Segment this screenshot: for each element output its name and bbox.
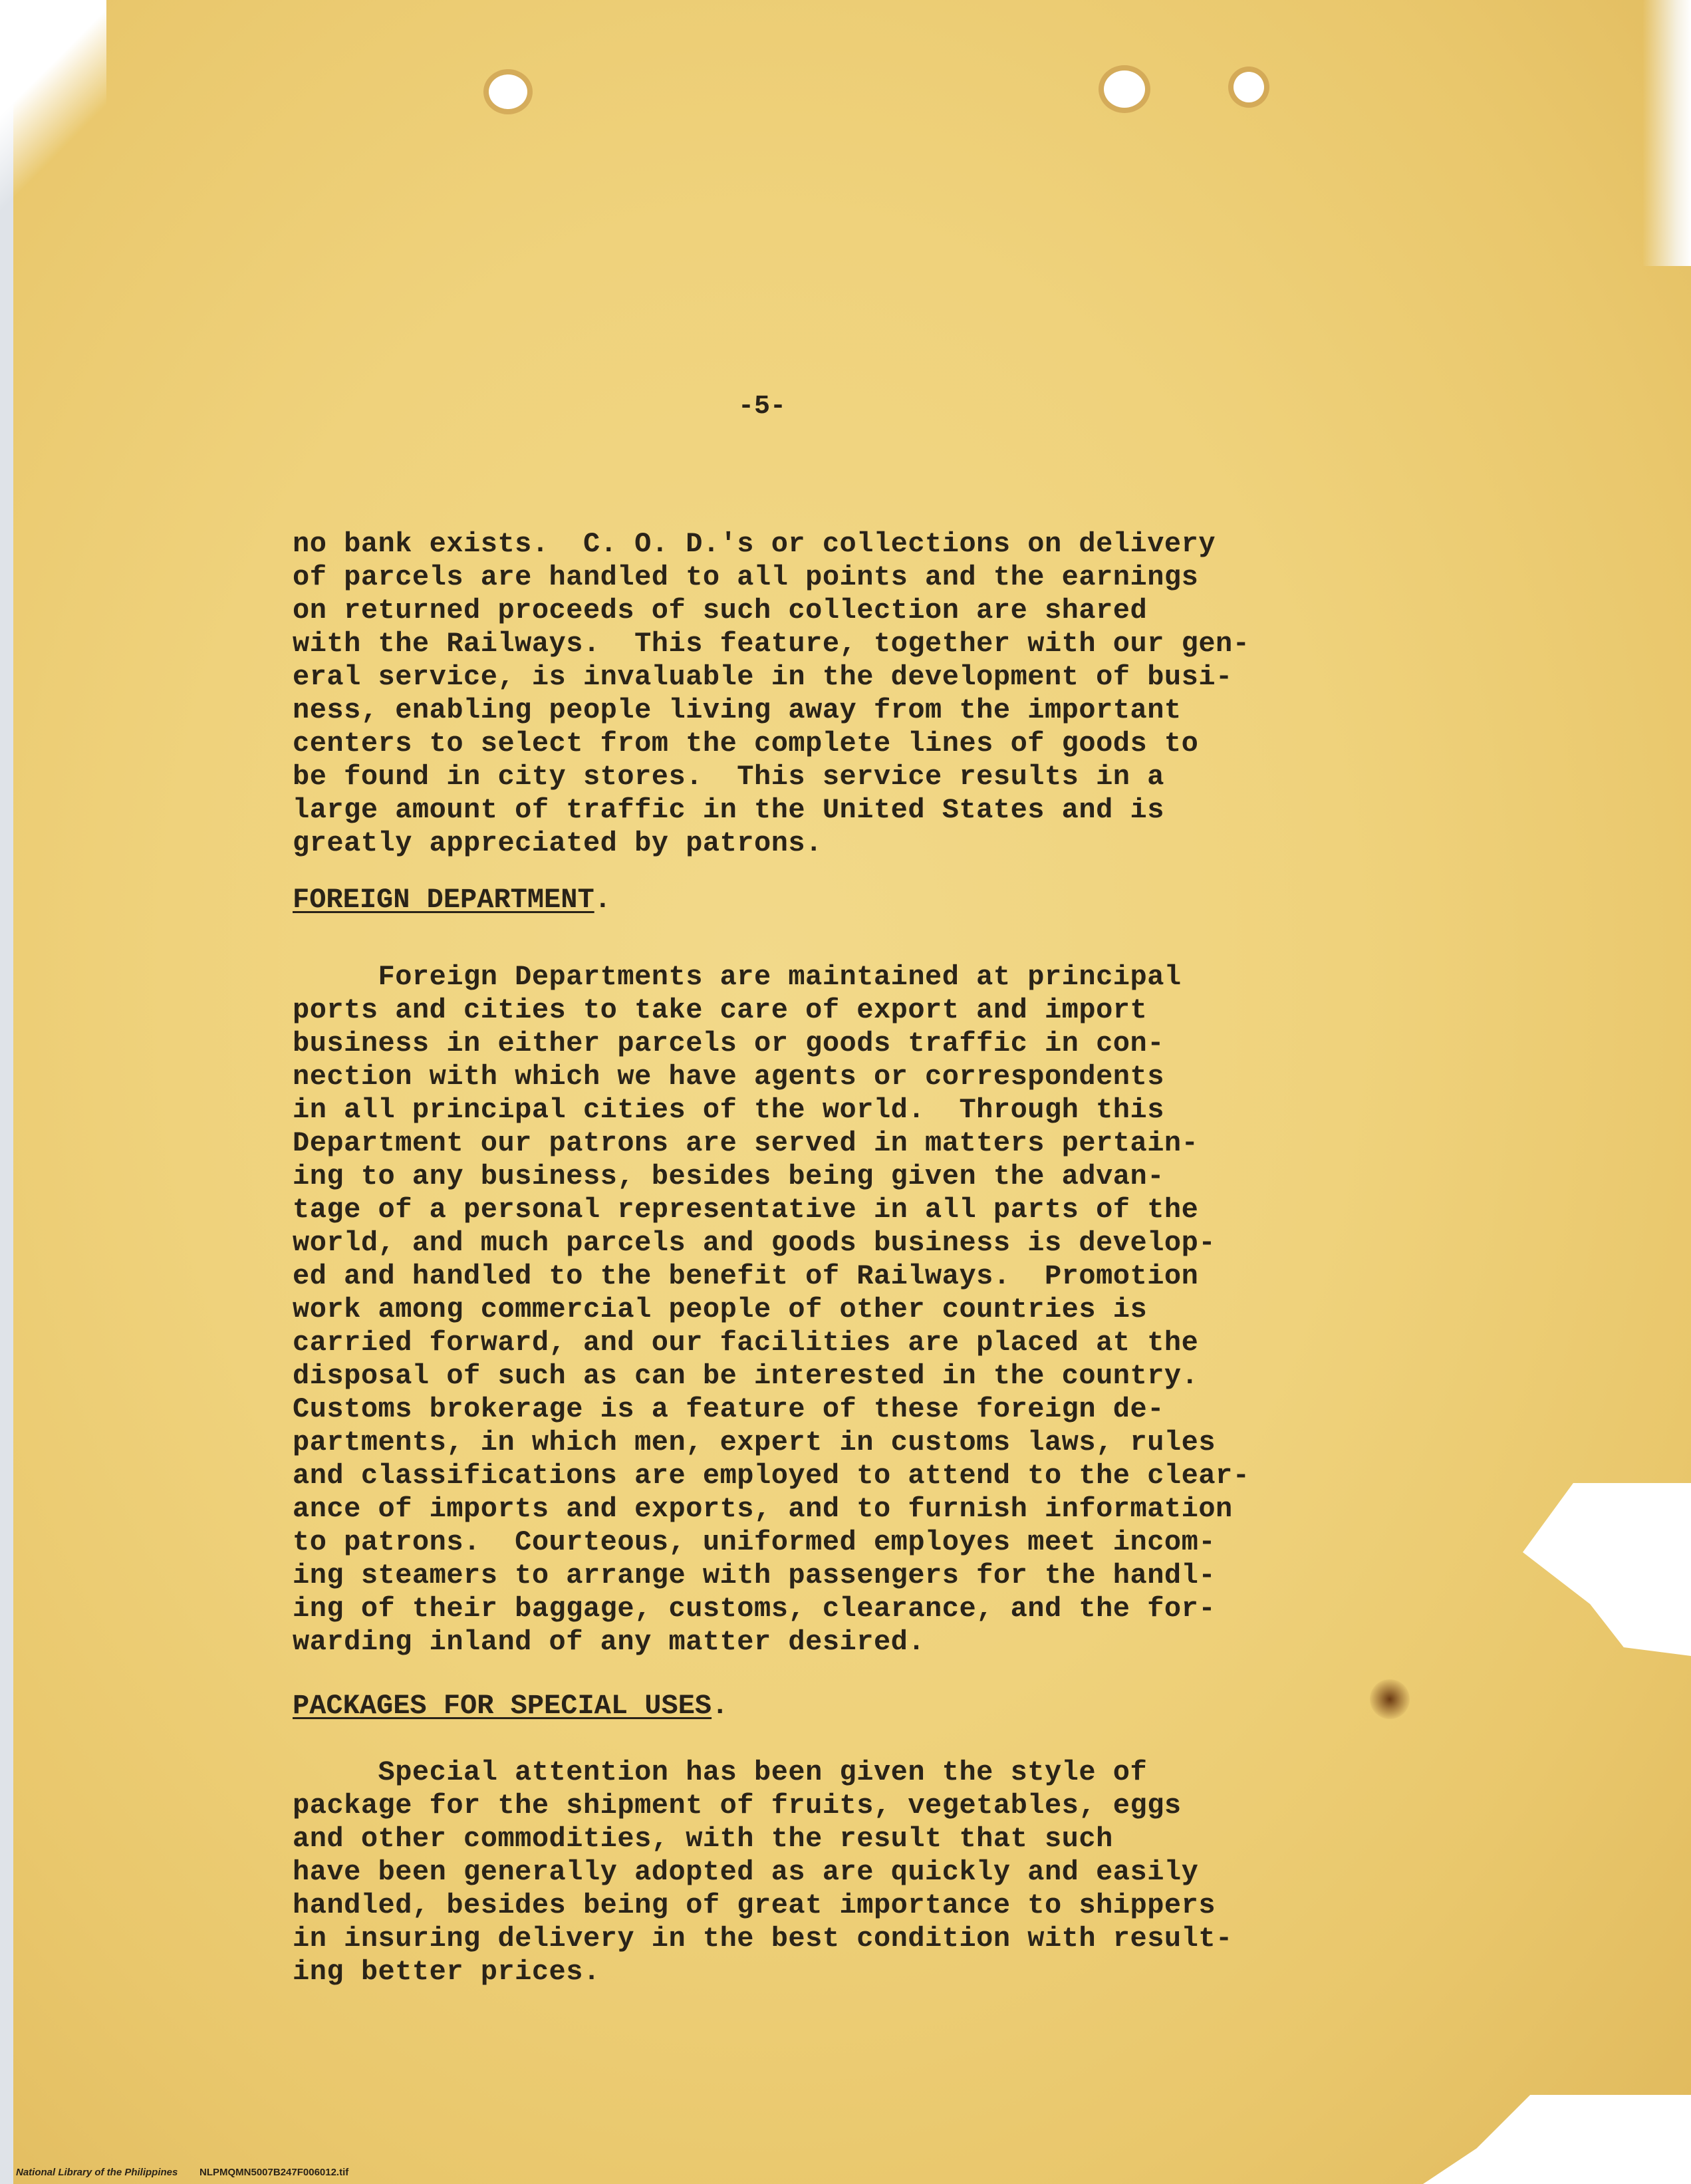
text-line: be found in city stores. This service results in a <box>293 761 1164 793</box>
torn-corner <box>1423 2095 1691 2184</box>
paragraph-continuation <box>293 527 1463 860</box>
text-line: ness, enabling people living away from the important <box>293 694 1182 726</box>
text-line: handled, besides being of great importance to shippers <box>293 1889 1216 1921</box>
text-line: in all principal cities of the world. Through this <box>293 1094 1164 1126</box>
text-line: ing steamers to arrange with passengers for the handl- <box>293 1560 1216 1591</box>
punch-hole <box>489 74 527 109</box>
text-line: nection with which we have agents or correspondents <box>293 1061 1164 1093</box>
torn-edge <box>1523 1483 1691 1656</box>
page-number: -5- <box>738 392 787 422</box>
text-line: of parcels are handled to all points and the earnings <box>293 561 1199 593</box>
text-line: Customs brokerage is a feature of these foreign de- <box>293 1393 1164 1425</box>
text-line: ing to any business, besides being given the advan- <box>293 1160 1164 1192</box>
text-line: Special attention has been given the style of <box>293 1756 1148 1788</box>
text-line: eral service, is invaluable in the development of busi- <box>293 661 1233 693</box>
heading-text: PACKAGES FOR SPECIAL USES <box>293 1690 712 1722</box>
text-line: business in either parcels or goods traffic in con- <box>293 1027 1164 1059</box>
text-line: Foreign Departments are maintained at principal <box>293 961 1182 993</box>
text-line: in insuring delivery in the best condition with result- <box>293 1923 1233 1955</box>
paragraph-foreign-department <box>293 960 1463 1659</box>
footer-filename: NLPMQMN5007B247F006012.tif <box>199 2167 349 2178</box>
text-line: greatly appreciated by patrons. <box>293 827 823 859</box>
text-line: ed and handled to the benefit of Railways. Promotion <box>293 1260 1199 1292</box>
text-line: on returned proceeds of such collection are shared <box>293 595 1148 626</box>
text-line: centers to select from the complete lines of goods to <box>293 728 1199 759</box>
text-line: ports and cities to take care of export and import <box>293 994 1148 1026</box>
text-line: and other commodities, with the result that such <box>293 1823 1113 1855</box>
heading-period: . <box>594 884 611 916</box>
punch-hole <box>1104 70 1145 108</box>
torn-edge <box>1642 0 1691 266</box>
text-line: Department our patrons are served in matters pertain- <box>293 1127 1199 1159</box>
punch-hole <box>1234 72 1264 102</box>
text-line: tage of a personal representative in all parts of the <box>293 1194 1199 1226</box>
text-line: work among commercial people of other countries is <box>293 1294 1148 1325</box>
text-line: disposal of such as can be interested in the country. <box>293 1360 1199 1392</box>
heading-text: FOREIGN DEPARTMENT <box>293 884 594 916</box>
text-line: world, and much parcels and goods business is develop- <box>293 1227 1216 1259</box>
text-line: and classifications are employed to attend to the clear- <box>293 1460 1250 1492</box>
scan-edge <box>0 0 13 2184</box>
text-line: with the Railways. This feature, together with our gen- <box>293 628 1250 660</box>
paragraph-packages <box>293 1756 1463 1988</box>
stain-mark <box>1370 1679 1410 1719</box>
text-line: ance of imports and exports, and to furnish information <box>293 1493 1233 1525</box>
text-line: ing of their baggage, customs, clearance, and the for- <box>293 1593 1216 1625</box>
text-line: partments, in which men, expert in customs laws, rules <box>293 1427 1216 1458</box>
heading-period: . <box>712 1690 729 1722</box>
text-line: large amount of traffic in the United States and is <box>293 794 1164 826</box>
footer-credit: National Library of the Philippines <box>16 2167 178 2178</box>
text-line: carried forward, and our facilities are placed at the <box>293 1327 1199 1359</box>
text-line: have been generally adopted as are quickly and easily <box>293 1856 1199 1888</box>
text-line: to patrons. Courteous, uniformed employes meet incom- <box>293 1526 1216 1558</box>
heading-foreign-department <box>293 883 611 916</box>
text-line: package for the shipment of fruits, vegetables, eggs <box>293 1790 1182 1822</box>
text-line: ing better prices. <box>293 1956 600 1988</box>
text-line: no bank exists. C. O. D.'s or collections on delivery <box>293 528 1216 560</box>
torn-corner <box>0 0 106 279</box>
text-line: warding inland of any matter desired. <box>293 1626 926 1658</box>
heading-packages-special-uses <box>293 1689 728 1722</box>
